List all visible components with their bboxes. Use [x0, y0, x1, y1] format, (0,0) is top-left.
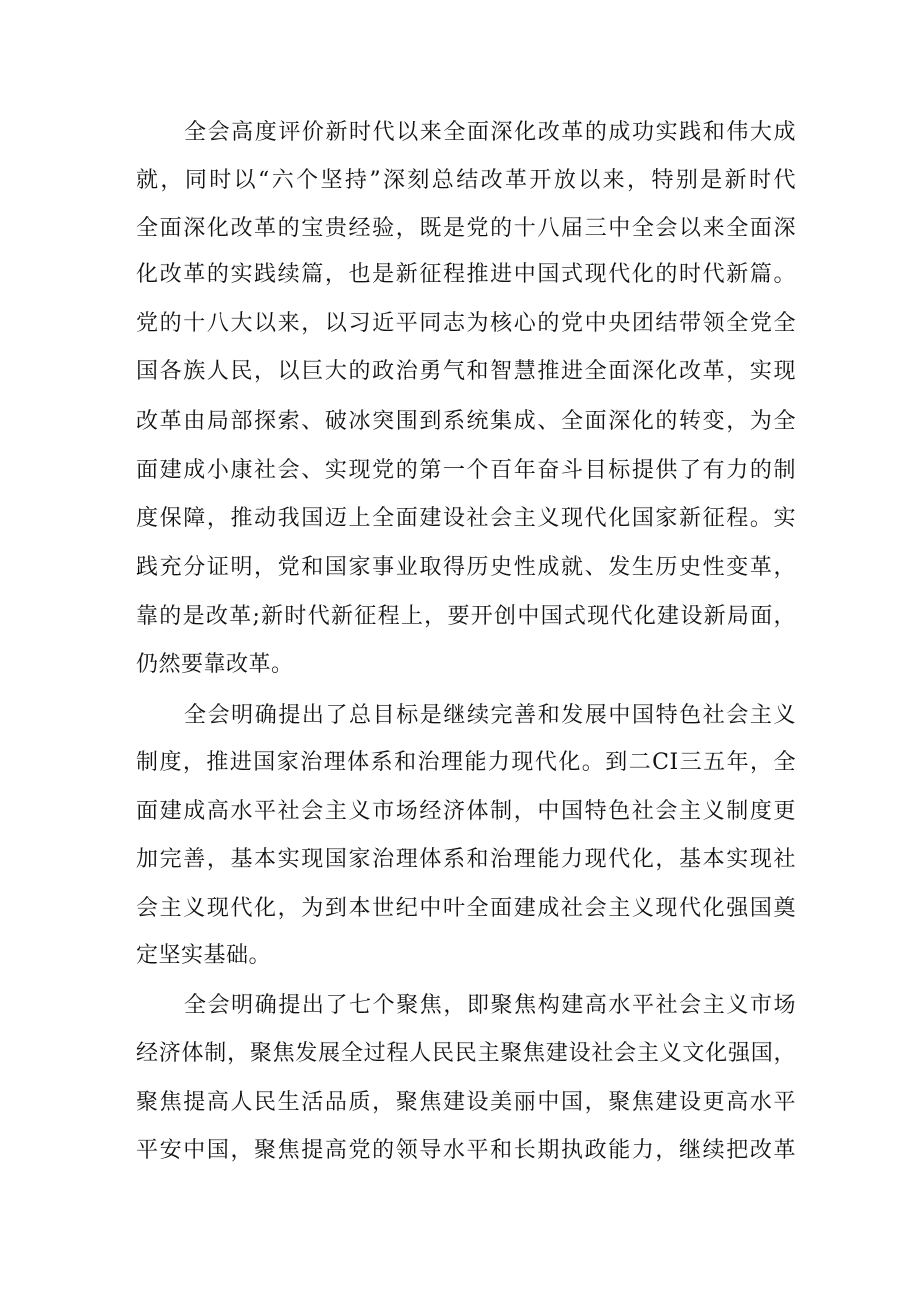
paragraph-2-line-1: 全会明确提出了总目标是继续完善和发展中国特色社会主义: [184, 703, 796, 728]
paragraph-1-line-3: 全面深化改革的宝贵经验，既是党的十八届三中全会以来全面深: [136, 216, 796, 241]
paragraph-2-line-5: 会主义现代化，为到本世纪中叶全面建成社会主义现代化强国奠: [136, 896, 796, 921]
paragraph-1-line-4: 化改革的实践续篇，也是新征程推进中国式现代化的时代新篇。: [136, 262, 796, 287]
paragraph-3-line-3: 聚焦提高人民生活品质，聚焦建设美丽中国，聚焦建设更高水平: [136, 1090, 796, 1115]
paragraph-1-line-11: 靠的是改革;新时代新征程上，要开创中国式现代化建设新局面，: [136, 604, 796, 629]
paragraph-3-line-5: [136, 1179, 796, 1219]
paragraph-3-line-2: 经济体制，聚焦发展全过程人民民主聚焦建设社会主义文化强国，: [136, 1041, 796, 1066]
paragraph-2-line-3: 面建成高水平社会主义市场经济体制，中国特色社会主义制度更: [136, 799, 796, 824]
paragraph-3-line-1: 全会明确提出了七个聚焦，即聚焦构建高水平社会主义市场: [184, 993, 796, 1018]
paragraph-1-line-12: 仍然要靠改革。: [136, 652, 294, 677]
paragraph-1-line-2: 就，同时以“六个坚持”深刻总结改革开放以来，特别是新时代: [136, 168, 796, 193]
paragraph-2-line-6: 定坚实基础。: [136, 943, 272, 968]
paragraph-1-line-1: 全会高度评价新时代以来全面深化改革的成功实践和伟大成: [184, 120, 796, 145]
paragraph-2-line-4: 加完善，基本实现国家治理体系和治理能力现代化，基本实现社: [136, 847, 796, 872]
paragraph-1-line-9: 度保障，推动我国迈上全面建设社会主义现代化国家新征程。实: [136, 506, 796, 531]
paragraph-3-line-4: 平安中国，聚焦提高党的领导水平和长期执政能力，继续把改革: [136, 1138, 796, 1163]
paragraph-1-line-5: 党的十八大以来，以习近平同志为核心的党中央团结带领全党全: [136, 311, 796, 336]
paragraph-1-line-8: 面建成小康社会、实现党的第一个百年奋斗目标提供了有力的制: [136, 458, 796, 483]
paragraph-1-line-10: 践充分证明，党和国家事业取得历史性成就、发生历史性变革，: [136, 555, 796, 580]
paragraph-2-line-2: 制度，推进国家治理体系和治理能力现代化。到二CI三五年，全: [136, 750, 796, 775]
paragraph-1-line-6: 国各族人民，以巨大的政治勇气和智慧推进全面深化改革，实现: [136, 359, 796, 384]
paragraph-1-line-7: 改革由局部探索、破冰突围到系统集成、全面深化的转变，为全: [136, 409, 796, 434]
